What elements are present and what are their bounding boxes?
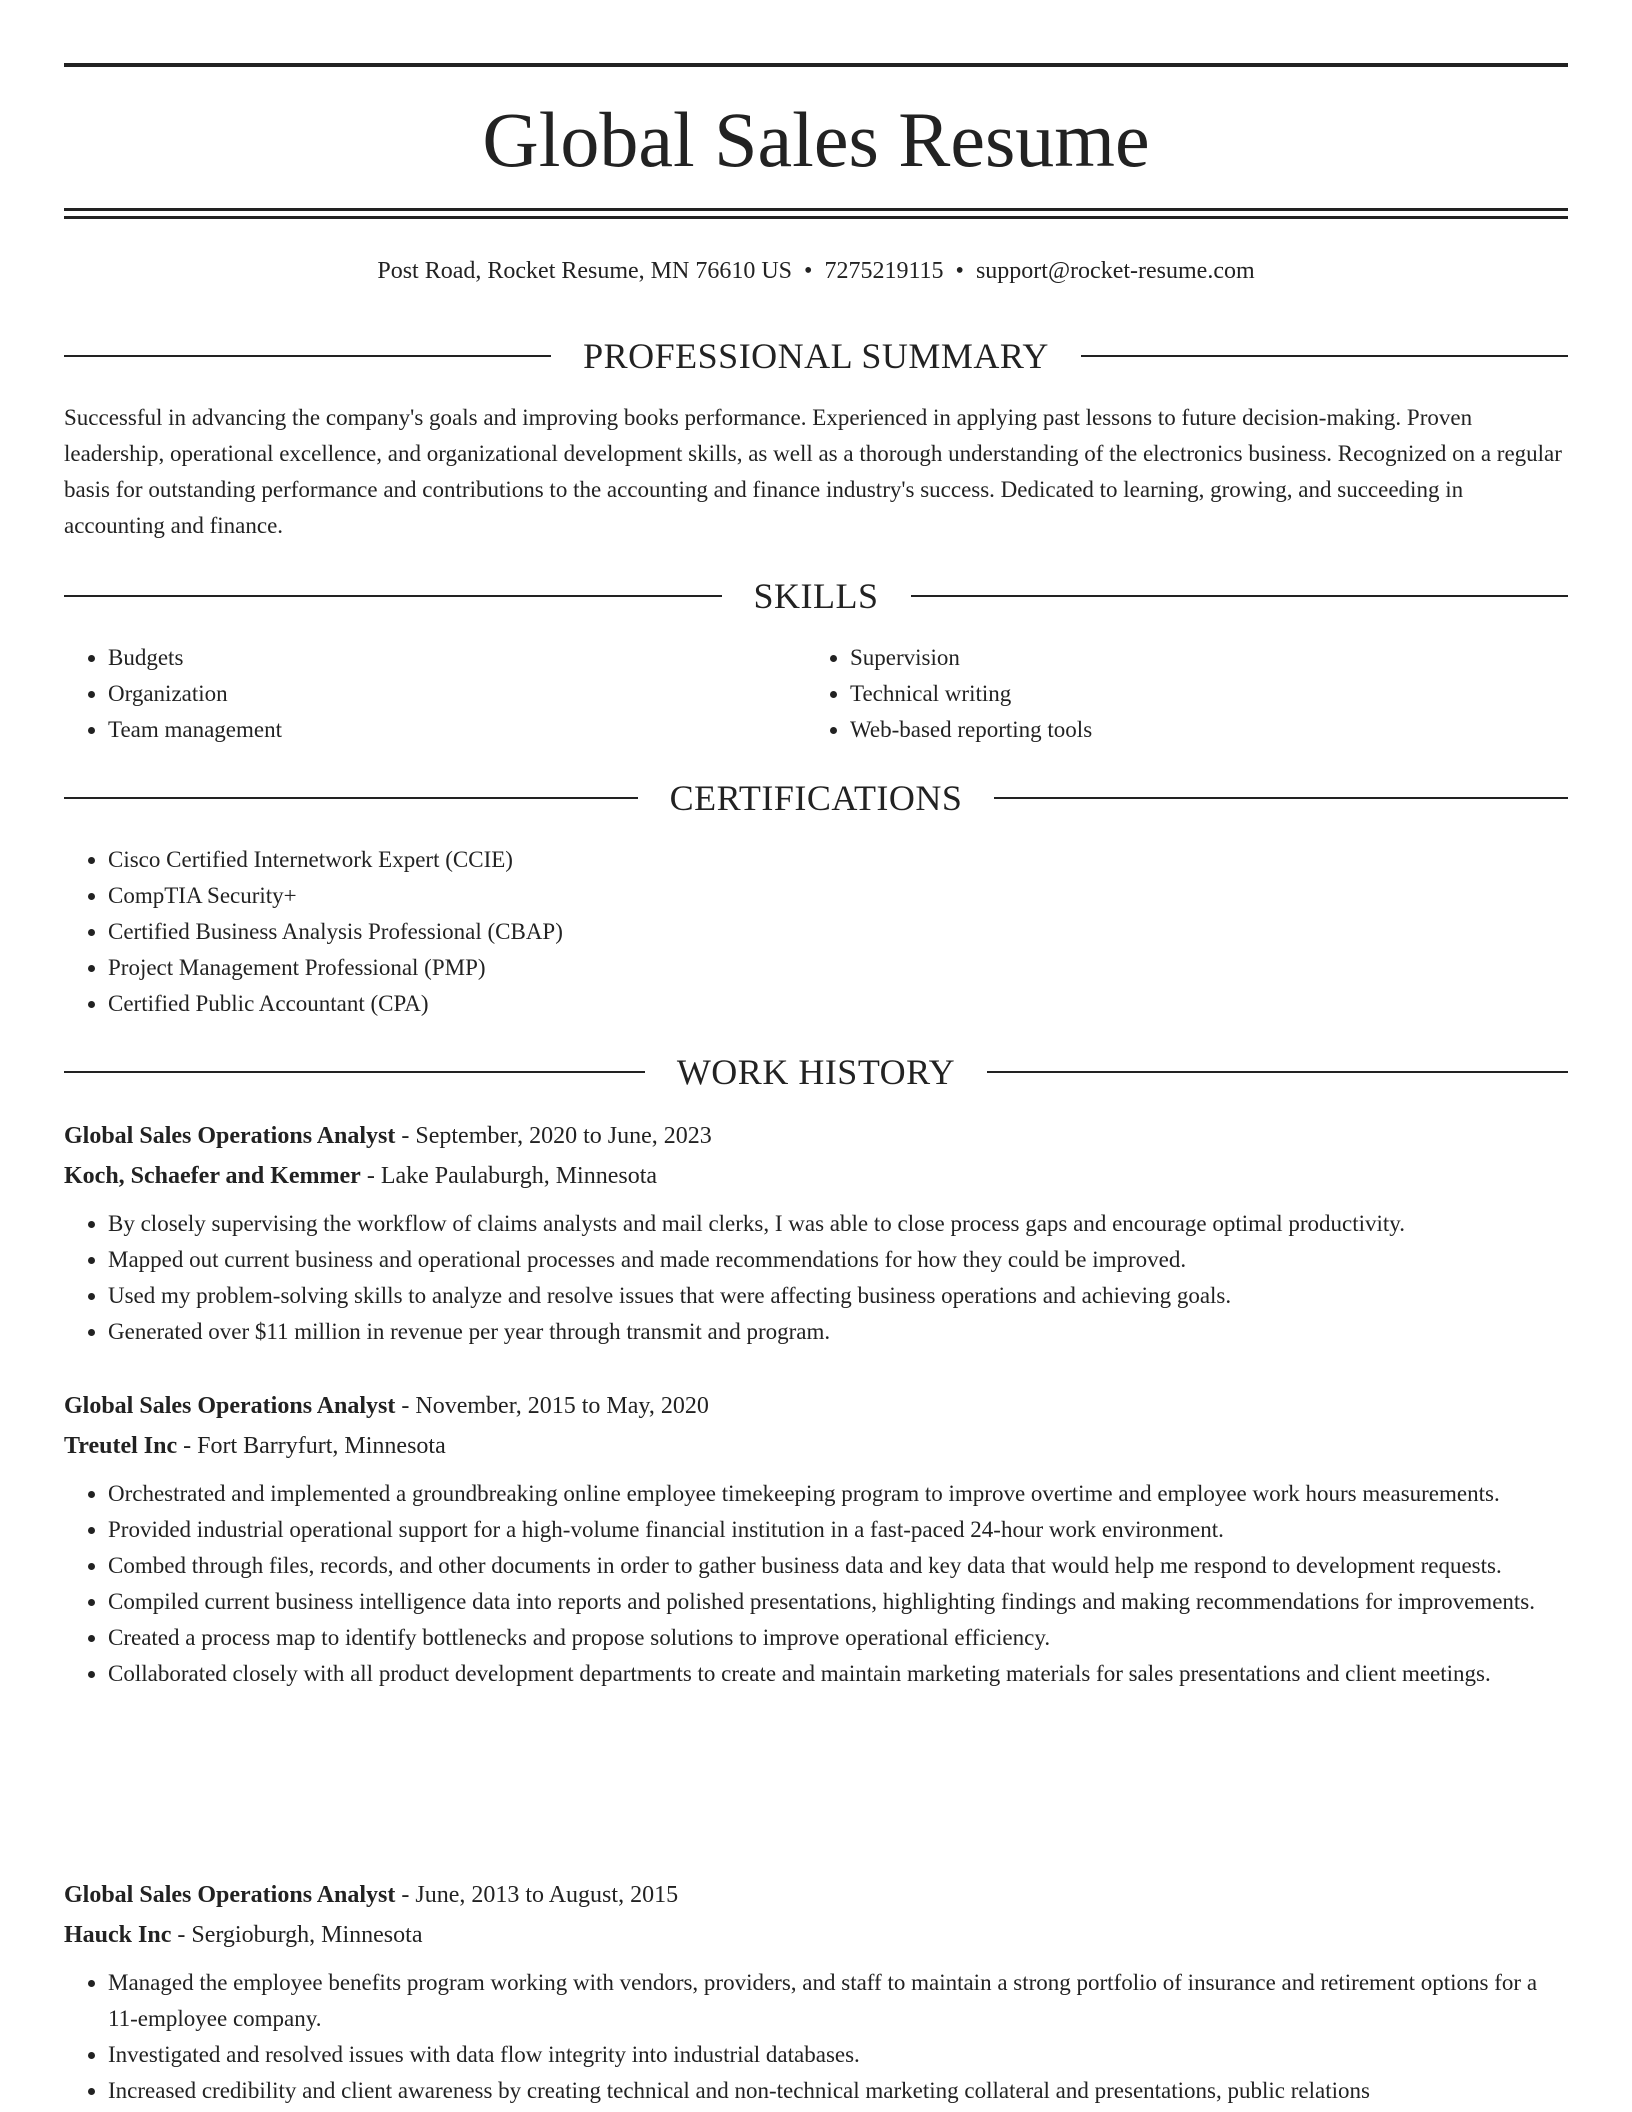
skill-item: • Web-based reporting tools: [850, 712, 1506, 748]
skills-list-left: [64, 640, 764, 748]
work-history-heading: WORK HISTORY: [676, 1052, 956, 1092]
contact-phone: 7275219115: [824, 258, 944, 284]
skill-item: • Team management: [108, 712, 764, 748]
job-company: Treutel Inc: [64, 1433, 178, 1459]
skills-column-left: [64, 640, 764, 748]
certification-item: • CompTIA Security+: [108, 878, 1568, 914]
job-bullet: • Used my problem-solving skills to analyze and resolve issues that were affecting business operations and achieving goals.: [108, 1278, 1568, 1314]
summary-heading: PROFESSIONAL SUMMARY: [583, 336, 1049, 376]
summary-text: Successful in advancing the company's goals and improving books performance. Experienced in applying past lessons to future decision-making. Proven leadership, operational excellence, and organizational development skills, as well as a thorough understanding of the electronics business. Recognized on a regular basis for outstanding performance and contributions to the accounting and finance industry's success. Dedicated to learning, growing, and succeeding in accounting and finance.: [64, 405, 1562, 538]
job-location: Lake Paulaburgh, Minnesota: [380, 1163, 658, 1189]
section-rule-left: [64, 595, 722, 597]
skills-column-right: [806, 640, 1506, 748]
job-entry: [64, 1875, 1568, 2109]
title-rule-lower: [64, 216, 1568, 219]
resume-title: Global Sales Resume: [482, 96, 1150, 183]
certification-item: • Project Management Professional (PMP): [108, 950, 1568, 986]
job-location: Fort Barryfurt, Minnesota: [197, 1433, 446, 1459]
job-company-line: Hauck Inc - Sergioburgh, Minnesota: [64, 1922, 423, 1948]
job-bullet: • Generated over $11 million in revenue per year through transmit and program.: [108, 1314, 1568, 1350]
section-rule-right: [987, 1071, 1568, 1073]
job-bullet: • Mapped out current business and operational processes and made recommendations for how they could be improved.: [108, 1242, 1568, 1278]
skill-item: • Technical writing: [850, 676, 1506, 712]
certification-item: • Cisco Certified Internetwork Expert (CCIE): [108, 842, 1568, 878]
job-bullets: [64, 1206, 1568, 1350]
summary-section-header: [64, 334, 1568, 378]
job-bullet: • Combed through files, records, and other documents in order to gather business data and key data that would help me respond to development requests.: [108, 1548, 1568, 1584]
section-rule-right: [1081, 355, 1568, 357]
job-title-line: Global Sales Operations Analyst - September, 2020 to June, 2023: [64, 1123, 712, 1149]
skills-list-right: [806, 640, 1506, 748]
job-location: Sergioburgh, Minnesota: [191, 1922, 423, 1948]
job-company: Hauck Inc: [64, 1922, 172, 1948]
job-title-line: Global Sales Operations Analyst - November, 2015 to May, 2020: [64, 1393, 709, 1419]
section-rule-right: [911, 595, 1569, 597]
certification-item: • Certified Business Analysis Professional (CBAP): [108, 914, 1568, 950]
certifications-list: [64, 842, 1568, 1022]
skills-section-header: [64, 574, 1568, 618]
section-rule-left: [64, 355, 551, 357]
top-rule: [64, 63, 1568, 67]
certifications-section-header: [64, 776, 1568, 820]
job-title: Global Sales Operations Analyst: [64, 1393, 396, 1419]
certifications-block: [64, 842, 1568, 1022]
job-bullet: • Increased credibility and client awareness by creating technical and non-technical marketing collateral and presentations, public relations: [108, 2073, 1568, 2109]
job-bullets: [64, 1965, 1568, 2109]
job-dates: September, 2020 to June, 2023: [415, 1123, 712, 1149]
contact-separator: •: [955, 258, 964, 284]
work-history-section-header: [64, 1050, 1568, 1094]
contact-line: [64, 254, 1568, 288]
job-title: Global Sales Operations Analyst: [64, 1882, 396, 1908]
job-entry: [64, 1116, 1568, 1350]
job-bullet: • Investigated and resolved issues with data flow integrity into industrial databases.: [108, 2037, 1568, 2073]
section-rule-right: [994, 797, 1568, 799]
job-company-line: Treutel Inc - Fort Barryfurt, Minnesota: [64, 1433, 446, 1459]
contact-separator: •: [804, 258, 813, 284]
job-dates: June, 2013 to August, 2015: [415, 1882, 679, 1908]
title-rule-upper: [64, 208, 1568, 211]
contact-address: Post Road, Rocket Resume, MN 76610 US: [377, 258, 793, 284]
job-bullet: • Collaborated closely with all product development departments to create and maintain marketing materials for sales presentations and client meetings.: [108, 1656, 1568, 1692]
job-company-line: Koch, Schaefer and Kemmer - Lake Paulaburgh, Minnesota: [64, 1163, 658, 1189]
job-dates: November, 2015 to May, 2020: [415, 1393, 709, 1419]
certifications-heading: CERTIFICATIONS: [669, 778, 963, 818]
job-bullet: • By closely supervising the workflow of claims analysts and mail clerks, I was able to close process gaps and encourage optimal productivity.: [108, 1206, 1568, 1242]
job-bullets: [64, 1476, 1568, 1692]
skill-item: • Supervision: [850, 640, 1506, 676]
section-rule-left: [64, 1071, 645, 1073]
job-title: Global Sales Operations Analyst: [64, 1123, 396, 1149]
job-bullet: • Created a process map to identify bottlenecks and propose solutions to improve operational efficiency.: [108, 1620, 1568, 1656]
job-company: Koch, Schaefer and Kemmer: [64, 1163, 361, 1189]
skill-item: • Organization: [108, 676, 764, 712]
job-bullet: • Managed the employee benefits program working with vendors, providers, and staff to maintain a strong portfolio of insurance and retirement options for a 11-employee company.: [108, 1965, 1568, 2037]
contact-email: support@rocket-resume.com: [975, 258, 1255, 284]
skill-item: • Budgets: [108, 640, 764, 676]
job-bullet: • Compiled current business intelligence data into reports and polished presentations, highlighting findings and making recommendations for improvements.: [108, 1584, 1568, 1620]
job-bullet: • Orchestrated and implemented a groundbreaking online employee timekeeping program to improve overtime and employee work hours measurements.: [108, 1476, 1568, 1512]
certification-item: • Certified Public Accountant (CPA): [108, 986, 1568, 1022]
job-title-line: Global Sales Operations Analyst - June, 2013 to August, 2015: [64, 1882, 679, 1908]
job-bullet: • Provided industrial operational support for a high-volume financial institution in a fast-paced 24-hour work environment.: [108, 1512, 1568, 1548]
section-rule-left: [64, 797, 638, 799]
skills-heading: SKILLS: [753, 576, 879, 616]
job-entry: [64, 1386, 1568, 1692]
